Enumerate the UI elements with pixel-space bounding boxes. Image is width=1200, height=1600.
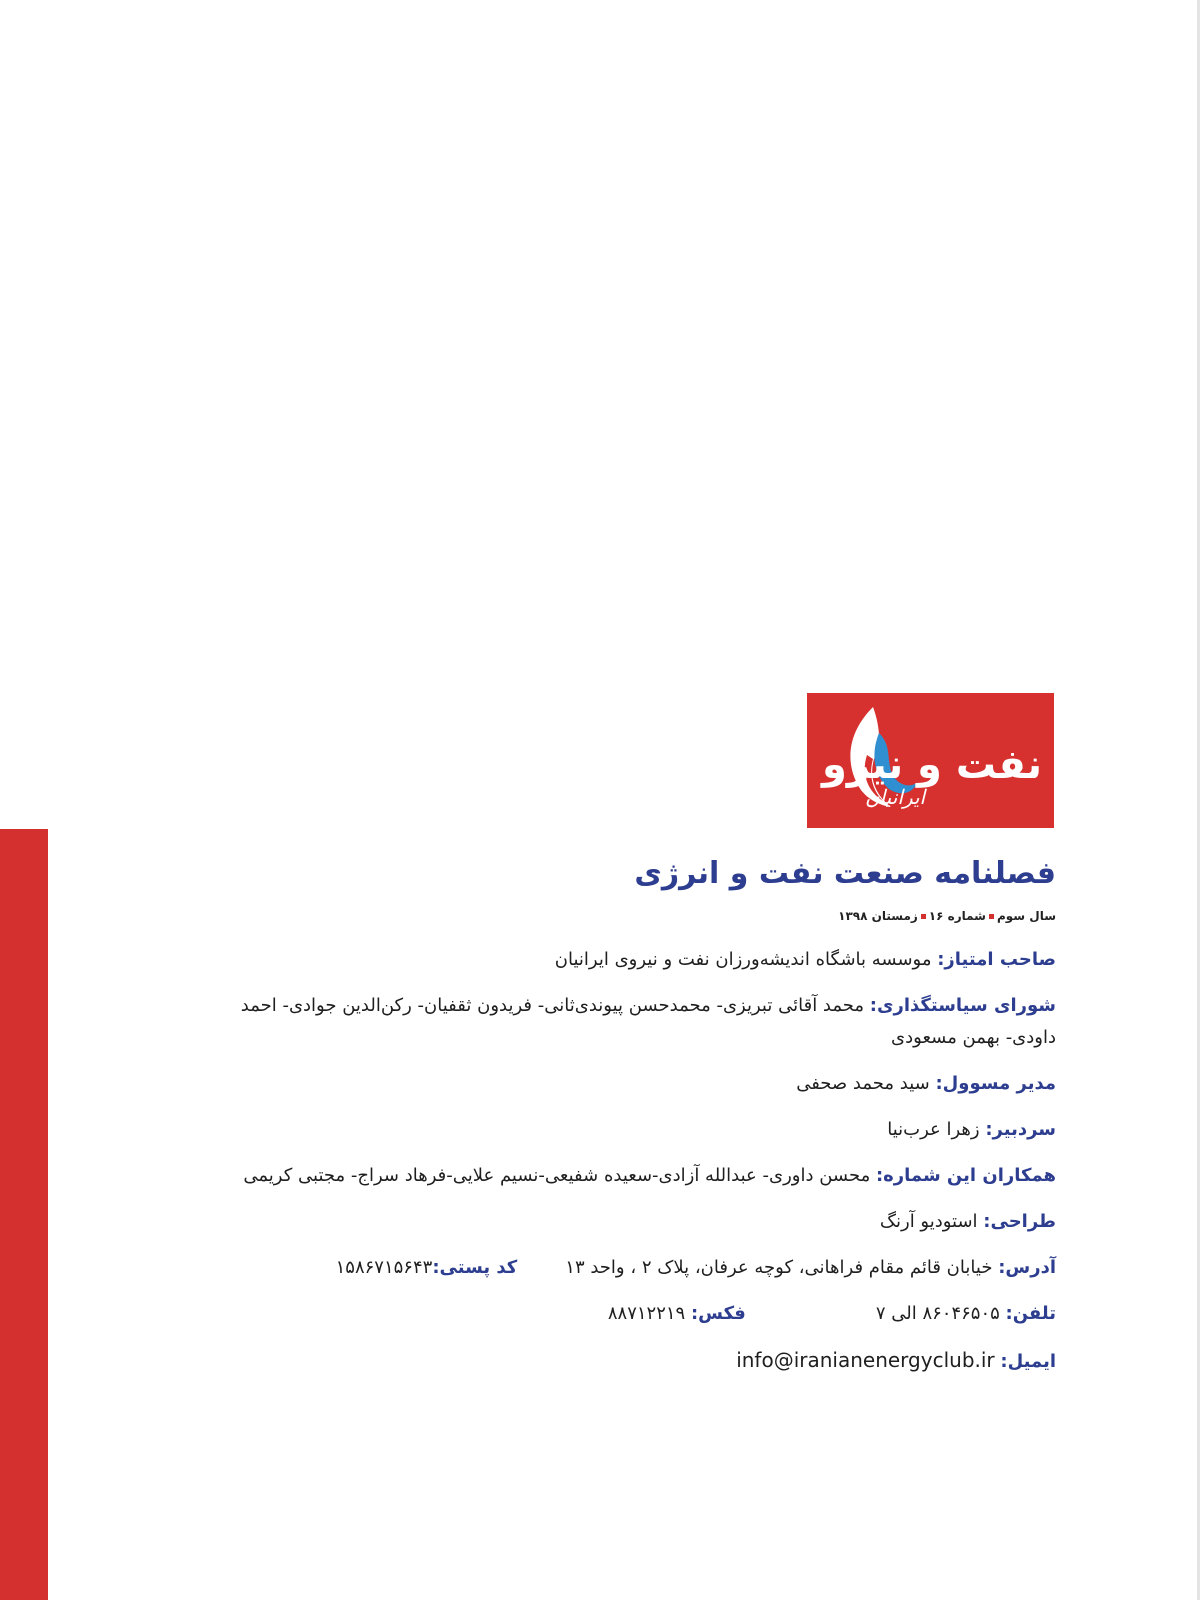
issue-number: شماره ۱۶	[928, 909, 986, 923]
magazine-logo	[807, 693, 1054, 828]
credit-value: محمد آقائی تبریزی- محمدحسن پیوندی‌ثانی- فریدون ثقفیان- رکن‌الدین جوادی- احمد داودی- بهمن مسعودی	[240, 995, 1056, 1048]
credit-owner	[226, 944, 1056, 976]
separator-square-icon	[921, 914, 926, 919]
credit-label: طراحی:	[983, 1211, 1056, 1232]
fax-value: ۸۸۷۱۲۲۱۹	[607, 1303, 686, 1324]
email-row	[226, 1344, 1056, 1378]
credit-editor-in-chief	[226, 1114, 1056, 1146]
separator-square-icon	[989, 914, 994, 919]
address-row	[226, 1252, 1056, 1284]
postal-code-label: کد پستی:	[432, 1257, 518, 1278]
credit-label: شورای سیاستگذاری:	[869, 995, 1056, 1016]
credit-value: موسسه باشگاه اندیشه‌ورزان نفت و نیروی ایرانیان	[554, 949, 932, 970]
credit-value: سید محمد صحفی	[796, 1073, 930, 1094]
issue-year: سال سوم	[996, 909, 1056, 923]
address-value: خیابان قائم مقام فراهانی، کوچه عرفان، پلاک ۲ ، واحد ۱۳	[565, 1257, 993, 1278]
address-label: آدرس:	[998, 1257, 1056, 1278]
fax-label: فکس:	[690, 1303, 746, 1324]
email-link[interactable]: info@iranianenergyclub.ir	[736, 1348, 995, 1372]
credit-design	[226, 1206, 1056, 1238]
masthead-content	[226, 848, 1056, 1378]
credit-label: مدیر مسوول:	[935, 1073, 1056, 1094]
logo-title: نفت و نیرو	[822, 742, 1042, 788]
issue-info	[226, 906, 1056, 926]
phone-row	[226, 1298, 1056, 1330]
phone-label: تلفن:	[1005, 1303, 1056, 1324]
credit-value: محسن داوری- عبدالله آزادی-سعیده شفیعی-نسیم علایی-فرهاد سراج- مجتبی کریمی	[243, 1165, 871, 1186]
credit-label: همکاران این شماره:	[875, 1165, 1056, 1186]
credit-label: صاحب امتیاز:	[937, 949, 1056, 970]
magazine-title: فصلنامه صنعت نفت و انرژی	[634, 856, 1056, 891]
logo-subtitle: ایرانیان	[865, 785, 926, 809]
postal-code-value: ۱۵۸۶۷۱۵۶۴۳	[335, 1257, 433, 1278]
issue-season: زمستان ۱۳۹۸	[838, 909, 918, 923]
credit-managing-director	[226, 1068, 1056, 1100]
credit-value: زهرا عرب‌نیا	[887, 1119, 980, 1140]
phone-value: ۸۶۰۴۶۵۰۵ الی ۷	[875, 1303, 1000, 1324]
email-label: ایمیل:	[1000, 1351, 1056, 1372]
credit-policy-council	[226, 990, 1056, 1054]
credit-label: سردبیر:	[985, 1119, 1056, 1140]
credit-contributors	[226, 1160, 1056, 1192]
red-side-bar	[0, 829, 48, 1600]
credit-value: استودیو آرنگ	[879, 1211, 978, 1232]
